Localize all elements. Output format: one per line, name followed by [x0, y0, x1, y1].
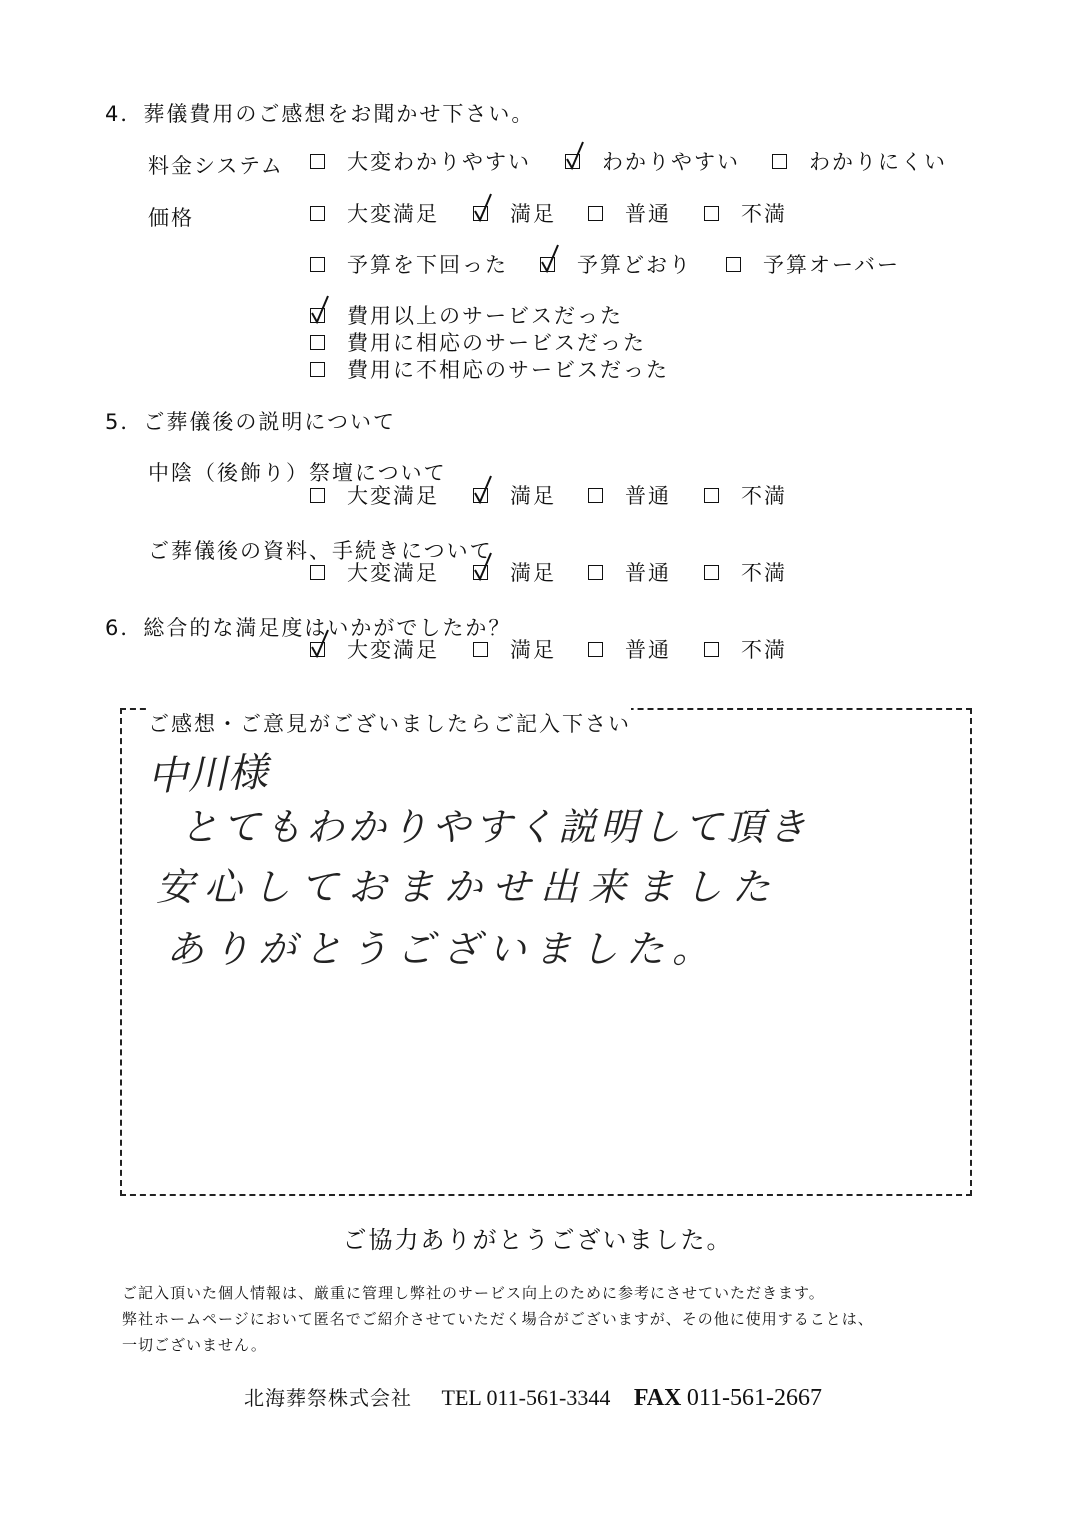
checkbox-label: 普通: [625, 638, 671, 662]
checkbox[interactable]: [565, 154, 580, 169]
q5-altar-label: 中陰（後飾り）祭壇について: [148, 461, 447, 485]
checkbox-label: 予算オーバー: [763, 253, 900, 277]
checkbox-label: 普通: [625, 484, 671, 508]
checkbox-label: 大変わかりやすい: [347, 150, 531, 174]
checkbox[interactable]: [310, 642, 325, 657]
q5-docs-label: ご葬儀後の資料、手続きについて: [148, 539, 493, 563]
checkbox-option[interactable]: [704, 198, 787, 228]
q5-title: 5．ご葬儀後の説明について: [105, 410, 396, 434]
checkbox-option[interactable]: [588, 634, 671, 664]
fax-label: FAX: [633, 1385, 682, 1411]
checkbox-option[interactable]: [588, 557, 671, 587]
check-mark-icon: [472, 193, 494, 223]
checkbox-option[interactable]: [310, 327, 646, 357]
checkbox-label: 満足: [510, 484, 556, 508]
checkbox-option[interactable]: [540, 249, 692, 279]
checkbox-label: わかりにくい: [809, 150, 947, 174]
checkbox[interactable]: [473, 488, 488, 503]
checkbox-option[interactable]: [310, 480, 439, 510]
checkbox-option[interactable]: [310, 557, 439, 587]
checkbox-label: 満足: [510, 202, 556, 226]
q4-system-label: 料金システム: [148, 154, 284, 178]
q4-price-label: 価格: [148, 206, 194, 230]
checkbox[interactable]: [473, 206, 488, 221]
checkbox-option[interactable]: [473, 634, 556, 664]
checkbox-label: 費用以上のサービスだった: [347, 304, 623, 328]
checkbox-option[interactable]: [473, 480, 556, 510]
checkbox-label: 予算どおり: [577, 253, 692, 277]
checkbox-option[interactable]: [726, 249, 900, 279]
checkbox[interactable]: [310, 154, 325, 169]
checkbox-label: 満足: [510, 561, 556, 585]
checkbox-option[interactable]: [704, 634, 787, 664]
checkbox-label: 大変満足: [347, 484, 439, 508]
checkbox-option[interactable]: [473, 557, 556, 587]
checkbox-option[interactable]: [473, 198, 556, 228]
checkbox-label: 不満: [741, 484, 787, 508]
checkbox-label: 大変満足: [347, 638, 439, 662]
check-mark-icon: [539, 244, 561, 274]
checkbox[interactable]: [704, 206, 719, 221]
checkbox[interactable]: [588, 565, 603, 580]
checkbox[interactable]: [540, 257, 555, 272]
checkbox-label: 普通: [625, 561, 671, 585]
checkbox[interactable]: [473, 565, 488, 580]
checkbox-option[interactable]: [310, 354, 669, 384]
check-mark-icon: [472, 552, 494, 582]
company-name: 北海葬祭株式会社: [244, 1386, 412, 1410]
checkbox[interactable]: [310, 206, 325, 221]
checkbox[interactable]: [588, 642, 603, 657]
check-mark-icon: [472, 475, 494, 505]
checkbox[interactable]: [473, 642, 488, 657]
checkbox-option[interactable]: [772, 146, 947, 176]
checkbox-option[interactable]: [310, 300, 623, 330]
checkbox-label: わかりやすい: [602, 150, 740, 174]
handwritten-line: 安心しておまかせ出来ました: [156, 865, 781, 909]
checkbox-option[interactable]: [588, 480, 671, 510]
checkbox-option[interactable]: [310, 198, 439, 228]
privacy-note: 弊社ホームページにおいて匿名でご紹介させていただく場合がございますが、その他に使用することは、: [122, 1310, 874, 1328]
checkbox[interactable]: [310, 257, 325, 272]
handwritten-line: 中川様: [146, 749, 269, 800]
checkbox-label: 大変満足: [347, 202, 439, 226]
checkbox-option[interactable]: [310, 634, 439, 664]
check-mark-icon: [564, 141, 586, 171]
checkbox-option[interactable]: [310, 146, 531, 176]
check-mark-icon: [309, 295, 331, 325]
checkbox[interactable]: [704, 642, 719, 657]
checkbox-label: 満足: [510, 638, 556, 662]
comment-title: ご感想・ご意見がございましたらご記入下さい: [148, 708, 631, 738]
checkbox-option[interactable]: [704, 480, 787, 510]
checkbox[interactable]: [310, 362, 325, 377]
checkbox[interactable]: [772, 154, 787, 169]
checkbox-label: 普通: [625, 202, 671, 226]
checkbox-option[interactable]: [565, 146, 740, 176]
checkbox-option[interactable]: [588, 198, 671, 228]
checkbox-option[interactable]: [310, 249, 508, 279]
checkbox-option[interactable]: [704, 557, 787, 587]
checkbox[interactable]: [704, 488, 719, 503]
checkbox-label: 不満: [741, 561, 787, 585]
checkbox-label: 大変満足: [347, 561, 439, 585]
checkbox[interactable]: [310, 335, 325, 350]
handwritten-line: とてもわかりやすく説明して頂き: [180, 805, 811, 849]
checkbox[interactable]: [310, 488, 325, 503]
checkbox[interactable]: [726, 257, 741, 272]
checkbox[interactable]: [310, 308, 325, 323]
fax-number: 011-561-2667: [686, 1385, 822, 1411]
tel-number: TEL 011-561-3344: [441, 1385, 611, 1410]
checkbox-label: 費用に相応のサービスだった: [347, 331, 646, 355]
checkbox-label: 予算を下回った: [347, 253, 508, 277]
handwritten-comment: [140, 740, 960, 1000]
checkbox[interactable]: [588, 488, 603, 503]
checkbox[interactable]: [704, 565, 719, 580]
q6-title: 6．総合的な満足度はいかがでしたか？: [105, 616, 512, 640]
footer-contact: [244, 1382, 822, 1412]
privacy-note: ご記入頂いた個人情報は、厳重に管理し弊社のサービス向上のために参考にさせていただきます。: [122, 1284, 825, 1302]
checkbox[interactable]: [588, 206, 603, 221]
checkbox-label: 不満: [741, 202, 787, 226]
privacy-note: 一切ございません。: [122, 1336, 267, 1354]
handwritten-line: ありがとうございました。: [166, 927, 719, 971]
thanks-message: ご協力ありがとうございました。: [342, 1226, 733, 1254]
checkbox-label: 費用に不相応のサービスだった: [347, 358, 669, 382]
checkbox-label: 不満: [741, 638, 787, 662]
check-mark-icon: [309, 629, 331, 659]
q4-title: 4．葬儀費用のご感想をお聞かせ下さい。: [105, 102, 535, 126]
checkbox[interactable]: [310, 565, 325, 580]
